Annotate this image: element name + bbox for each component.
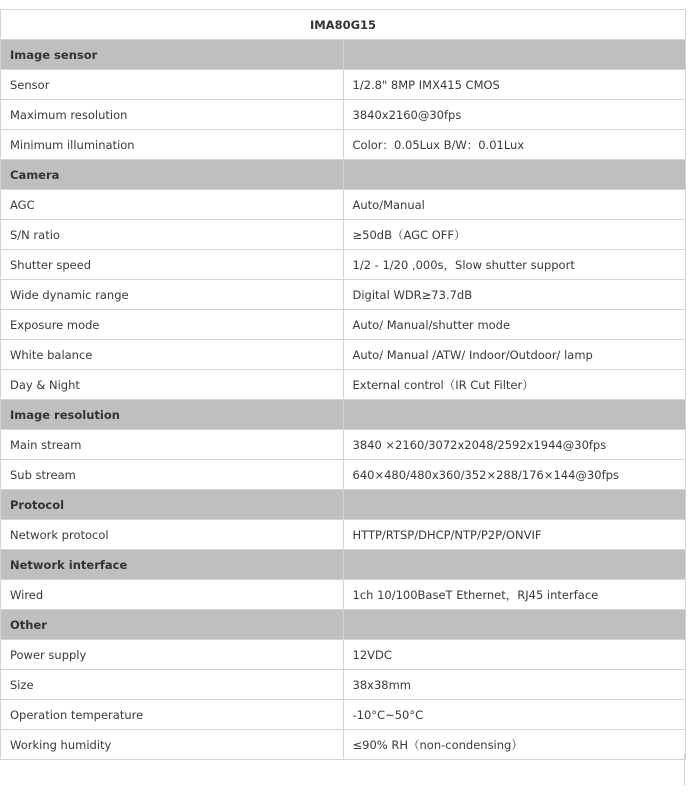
table-row — [1, 460, 686, 490]
table-row — [1, 520, 686, 550]
spec-value: 3840x2160@30fps — [343, 100, 686, 130]
spec-label: Shutter speed — [1, 250, 344, 280]
section-header-row — [1, 160, 686, 190]
section-header-row — [1, 40, 686, 70]
spec-label: AGC — [1, 190, 344, 220]
spec-value: Auto/Manual — [343, 190, 686, 220]
spec-label: Size — [1, 670, 344, 700]
spec-value: Color：0.05Lux B/W：0.01Lux — [343, 130, 686, 160]
table-row — [1, 70, 686, 100]
spec-value: 38x38mm — [343, 670, 686, 700]
spec-value: HTTP/RTSP/DHCP/NTP/P2P/ONVIF — [343, 520, 686, 550]
section-title: Other — [1, 610, 344, 640]
title-row — [1, 10, 686, 40]
table-row — [1, 130, 686, 160]
spec-label: S/N ratio — [1, 220, 344, 250]
spec-value: ≥50dB（AGC OFF） — [343, 220, 686, 250]
table-row — [1, 700, 686, 730]
spec-label: Sub stream — [1, 460, 344, 490]
table-row — [1, 310, 686, 340]
spec-label: Maximum resolution — [1, 100, 344, 130]
spec-label: Wired — [1, 580, 344, 610]
table-title: IMA80G15 — [1, 10, 686, 40]
spec-value: 640×480/480x360/352×288/176×144@30fps — [343, 460, 686, 490]
spec-label: Wide dynamic range — [1, 280, 344, 310]
spec-label: Day & Night — [1, 370, 344, 400]
table-row — [1, 280, 686, 310]
section-title: Protocol — [1, 490, 344, 520]
spec-label: Exposure mode — [1, 310, 344, 340]
table-row — [1, 100, 686, 130]
table-row — [1, 190, 686, 220]
table-row — [1, 370, 686, 400]
section-header-row — [1, 550, 686, 580]
spec-sheet — [0, 9, 686, 760]
section-title: Image sensor — [1, 40, 344, 70]
section-header-row — [1, 400, 686, 430]
spec-value: 1/2 - 1/20 ,000s，Slow shutter support — [343, 250, 686, 280]
section-title: Network interface — [1, 550, 344, 580]
section-blank-cell — [343, 610, 686, 640]
spec-value: Auto/ Manual /ATW/ Indoor/Outdoor/ lamp — [343, 340, 686, 370]
table-row — [1, 250, 686, 280]
section-blank-cell — [343, 490, 686, 520]
section-title: Camera — [1, 160, 344, 190]
spec-value: 3840 ×2160/3072x2048/2592x1944@30fps — [343, 430, 686, 460]
table-row — [1, 640, 686, 670]
table-row — [1, 220, 686, 250]
spec-label: Sensor — [1, 70, 344, 100]
spec-value: External control（IR Cut Filter） — [343, 370, 686, 400]
section-header-row — [1, 490, 686, 520]
table-row — [1, 670, 686, 700]
spec-value: Digital WDR≥73.7dB — [343, 280, 686, 310]
section-header-row — [1, 610, 686, 640]
spec-value: 12VDC — [343, 640, 686, 670]
spec-label: White balance — [1, 340, 344, 370]
spec-table — [0, 9, 686, 760]
table-row — [1, 730, 686, 760]
spec-value: Auto/ Manual/shutter mode — [343, 310, 686, 340]
table-row — [1, 430, 686, 460]
spec-value: 1ch 10/100BaseT Ethernet，RJ45 interface — [343, 580, 686, 610]
spec-table-body — [1, 10, 686, 760]
section-blank-cell — [343, 160, 686, 190]
spec-label: Working humidity — [1, 730, 344, 760]
spec-label: Operation temperature — [1, 700, 344, 730]
spec-value: ≤90% RH（non-condensing） — [343, 730, 686, 760]
edge-mark — [684, 754, 688, 786]
table-row — [1, 580, 686, 610]
table-row — [1, 340, 686, 370]
section-blank-cell — [343, 550, 686, 580]
spec-label: Minimum illumination — [1, 130, 344, 160]
spec-value: 1/2.8" 8MP IMX415 CMOS — [343, 70, 686, 100]
spec-label: Network protocol — [1, 520, 344, 550]
spec-label: Power supply — [1, 640, 344, 670]
spec-label: Main stream — [1, 430, 344, 460]
section-blank-cell — [343, 40, 686, 70]
section-title: Image resolution — [1, 400, 344, 430]
spec-value: -10°C~50°C — [343, 700, 686, 730]
section-blank-cell — [343, 400, 686, 430]
